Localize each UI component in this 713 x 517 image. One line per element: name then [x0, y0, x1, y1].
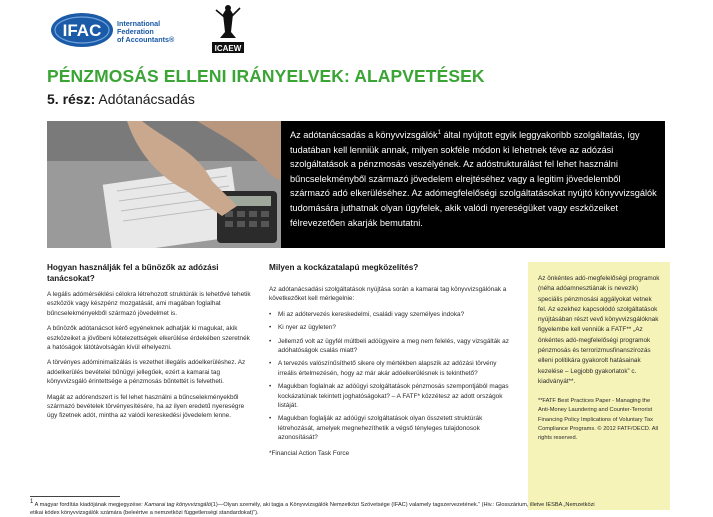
- paragraph: A törvényes adóminimalizálás is vezethet illegális adóelkerüléshez. Az adóelkerülés bevételei bűnügyi jellegűek, ezért a kamarai tag könyvvizsgáló érintettsége a pénzmosás bűntettét is felvetheti.: [47, 359, 246, 386]
- paragraph: Magát az adórendszert is fel lehet használni a bűncselekményekből származó bevételek törvényesítésére, ha az ilyen eredetű nyereségre úgy fizetnek adót, mintha az valódi kereskedési jövedelem lenne.: [47, 393, 245, 420]
- paragraph: A bűnözők adótanácsot kérő egyéneknek adhatják ki magukat, akik eszközeiket a jövőbeni kötelezettségek elkerülése érdekében szeretnék a hatóságok látótávolságán kívül elhelyezni.: [47, 325, 250, 352]
- section-heading: Hogyan használják fel a bűnözők az adózási tanácsokat?: [47, 263, 219, 283]
- ifac-name-line: Federation: [117, 27, 154, 37]
- paragraph: Az adótanácsadási szolgáltatások nyújtása során a kamarai tag könyvvizsgálónak a következőket kell mérlegelnie:: [269, 286, 507, 303]
- calculator-photo-icon: [47, 121, 281, 248]
- svg-text:IFAC: IFAC: [62, 21, 102, 40]
- footnote-divider: [30, 496, 120, 497]
- callout-text: Az önkéntes adó-megfelelőségi programok (néha adóamnesztiának is nevezik) speciális pénzmosási aggályokat vetnek fel. Az ezekhez kapcsolódó szolgáltatások nyújtásában részt vevő könyvvizsgálóknak figyelembe kell venniük a FATF** „Az önkéntes adó-megfelelőségi programok pénzmosás és terrorizmusfinanszírozás elleni politikára gyakorolt hatásainak kezelése – Legjobb gyakorlatok” c. kiadványát**.: [538, 275, 660, 385]
- voluntary-compliance-callout: [528, 262, 670, 510]
- part-topic: Adótanácsadás: [95, 91, 195, 107]
- section-heading: Milyen a kockázatalapú megközelítés?: [269, 263, 419, 272]
- footnote-text: (1)—Olyan személy, aki tagja a Könyvvizsgálók Nemzetközi Szövetsége (IFAC) valamely tagszervezetének.” (Hiv.: Glosszárium, illetve IESBA „Nemzetközi: [210, 502, 595, 508]
- footnote-number: 1: [30, 499, 34, 506]
- footnote-ref: 1: [437, 129, 441, 136]
- ifac-name-line: International: [117, 19, 161, 28]
- list-item: • Jellemző volt az ügyfél múltbeli adóügyeire a meg nem felelés, vagy vizsgálták az adóhatóságok csalás miatt?: [269, 337, 509, 356]
- part-title: [47, 91, 195, 107]
- icaew-logo-icon: [206, 2, 250, 54]
- fatf-footnote: *Financial Action Task Force: [269, 449, 350, 457]
- hero-text-start: Az adótanácsadás a könyvvizsgálók: [290, 130, 438, 140]
- risk-question-list: [269, 310, 509, 443]
- ifac-name-line: of Accountants®: [117, 35, 175, 45]
- list-item: • Magukban foglalnak az adóügyi szolgáltatások pénzmosás szempontjából magas kockázatúnak tekintett joghatóságokat? – A FATF* közzétesz az adott országok listáját.: [269, 382, 509, 410]
- footnote-text: A magyar fordítás kiadójának megjegyzése:: [33, 502, 145, 508]
- ifac-name: [117, 20, 174, 45]
- hero-text-rest: által nyújtott egyik leggyakoribb szolgáltatás, így tudatában kell lenniük annak, milyen sokféle módon ki lehetnek téve az adózási szolgáltatások a pénzmosás veszélyének. Az adóstrukturálást fel lehet használni bűncselekményből származó jövedelem elrejtéséhez vagy a legitim jövedelemből származó adó elkerüléséhez. Az adómegfelelőségi szolgáltatásokat nyújtó könyvvizsgálók tudomására juthatnak olyan ügyfelek, akik valódi nyereségüket vagy eszközeiket félrevezetően akarják bemutatni.: [290, 130, 657, 228]
- risk-approach-section: [269, 262, 509, 458]
- list-item: • Mi az adótervezés kereskedelmi, családi vagy személyes indoka?: [269, 310, 509, 319]
- paragraph: A legális adómérséklési célokra létrehozott struktúrák is lehetővé tehetik eszközök vagy készpénz mozgatását, ami magában foglalhat bűncselekményekből származó jövedelmet is.: [47, 291, 251, 317]
- footnote-term: Kamarai tag könyvvizsgáló: [144, 502, 211, 508]
- list-item: • Ki nyer az ügyleten?: [269, 323, 509, 332]
- ifac-logo-icon: [50, 12, 114, 48]
- list-item: • A tervezés valószínűsíthető sikere oly mértékben alapszik az adózási törvény irreális értelmezésén, hogy az már akár adóelkerülésnek is tekinthető?: [269, 359, 509, 378]
- page-footnote-line2: etikai kódex könyvvizsgálók számára (beleértve a nemzetközi függetlenségi standardokat)”).: [30, 510, 259, 516]
- hero-intro-text: [290, 128, 660, 230]
- callout-source-note: **FATF Best Practices Paper - Managing the Anti-Money Laundering and Counter-Terrorist Financing Policy Implications of Voluntary Tax Compliance Programs. © 2012 FATF/OECD. All rights reserved.: [538, 398, 659, 442]
- svg-text:ICAEW: ICAEW: [214, 44, 242, 53]
- page-footnote: [30, 499, 710, 509]
- part-number: 5. rész:: [47, 91, 96, 107]
- page-title: PÉNZMOSÁS ELLENI IRÁNYELVEK: ALAPVETÉSEK: [47, 66, 485, 86]
- criminal-use-section: [47, 262, 252, 427]
- list-item: • Magukban foglalják az adóügyi szolgáltatások olyan összetett struktúrák létrehozását, amelyek megnehezíthetik a végső tényleges tulajdonosok azonosítását?: [269, 414, 509, 442]
